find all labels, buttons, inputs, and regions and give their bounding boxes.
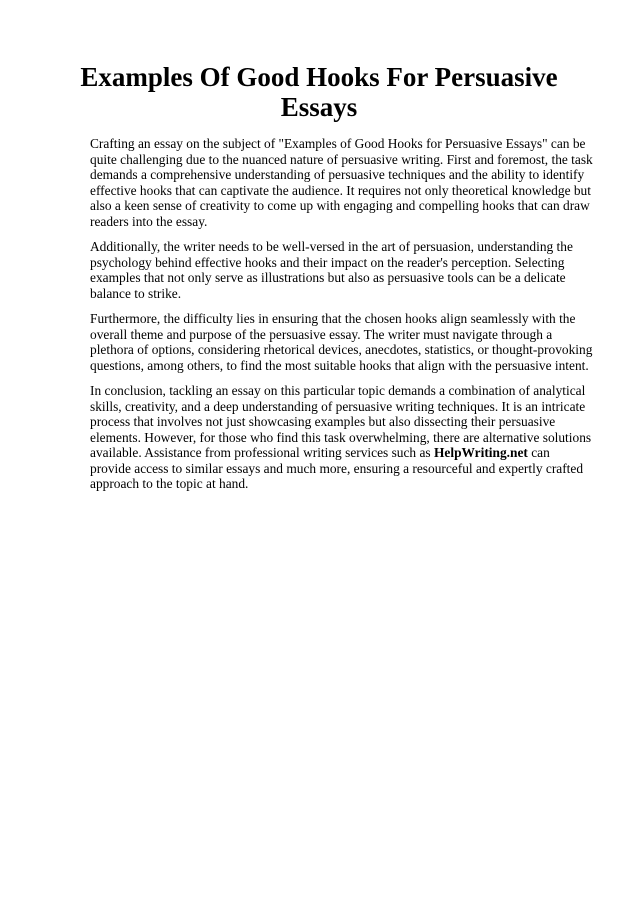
paragraph-2: Additionally, the writer needs to be well-versed in the art of persuasion, understanding the psychology behind effective hooks and their impact on the reader's perception. Selecting examples that not only serve as illustrations but also as persuasive tools can be a delicate balance to strike. — [90, 239, 573, 301]
paragraph-conclusion — [90, 383, 593, 492]
page-title: Examples Of Good Hooks For Persuasive Essays — [80, 62, 558, 122]
conclusion-text-before: In conclusion, tackling an essay on this particular topic demands a combination of analytical skills, creativity, and a deep understanding of persuasive writing techniques. It is an intricate process that involves not just showcasing examples but also dissecting their persuasive elements. However, for those who find this task overwhelming, there are alternative solutions available. Assistance from professional writing services such as — [90, 383, 592, 460]
document-body — [90, 136, 593, 502]
helpwriting-link[interactable]: HelpWriting.net — [433, 445, 528, 460]
conclusion-text-after: can provide access to similar essays and much more, ensuring a resourceful and expertly crafted approach to the topic at hand. — [90, 445, 584, 491]
paragraph-3: Furthermore, the difficulty lies in ensuring that the chosen hooks align seamlessly with the overall theme and purpose of the persuasive essay. The writer must navigate through a plethora of options, considering rhetorical devices, anecdotes, statistics, or thought-provoking questions, among others, to find the most suitable hooks that align with the persuasive intent. — [90, 311, 593, 373]
paragraph-1: Crafting an essay on the subject of "Examples of Good Hooks for Persuasive Essays" can be quite challenging due to the nuanced nature of persuasive writing. First and foremost, the task demands a comprehensive understanding of persuasive techniques and the ability to identify effective hooks that can captivate the audience. It requires not only theoretical knowledge but also a keen sense of creativity to come up with engaging and compelling hooks that can draw readers into the essay. — [90, 136, 593, 229]
